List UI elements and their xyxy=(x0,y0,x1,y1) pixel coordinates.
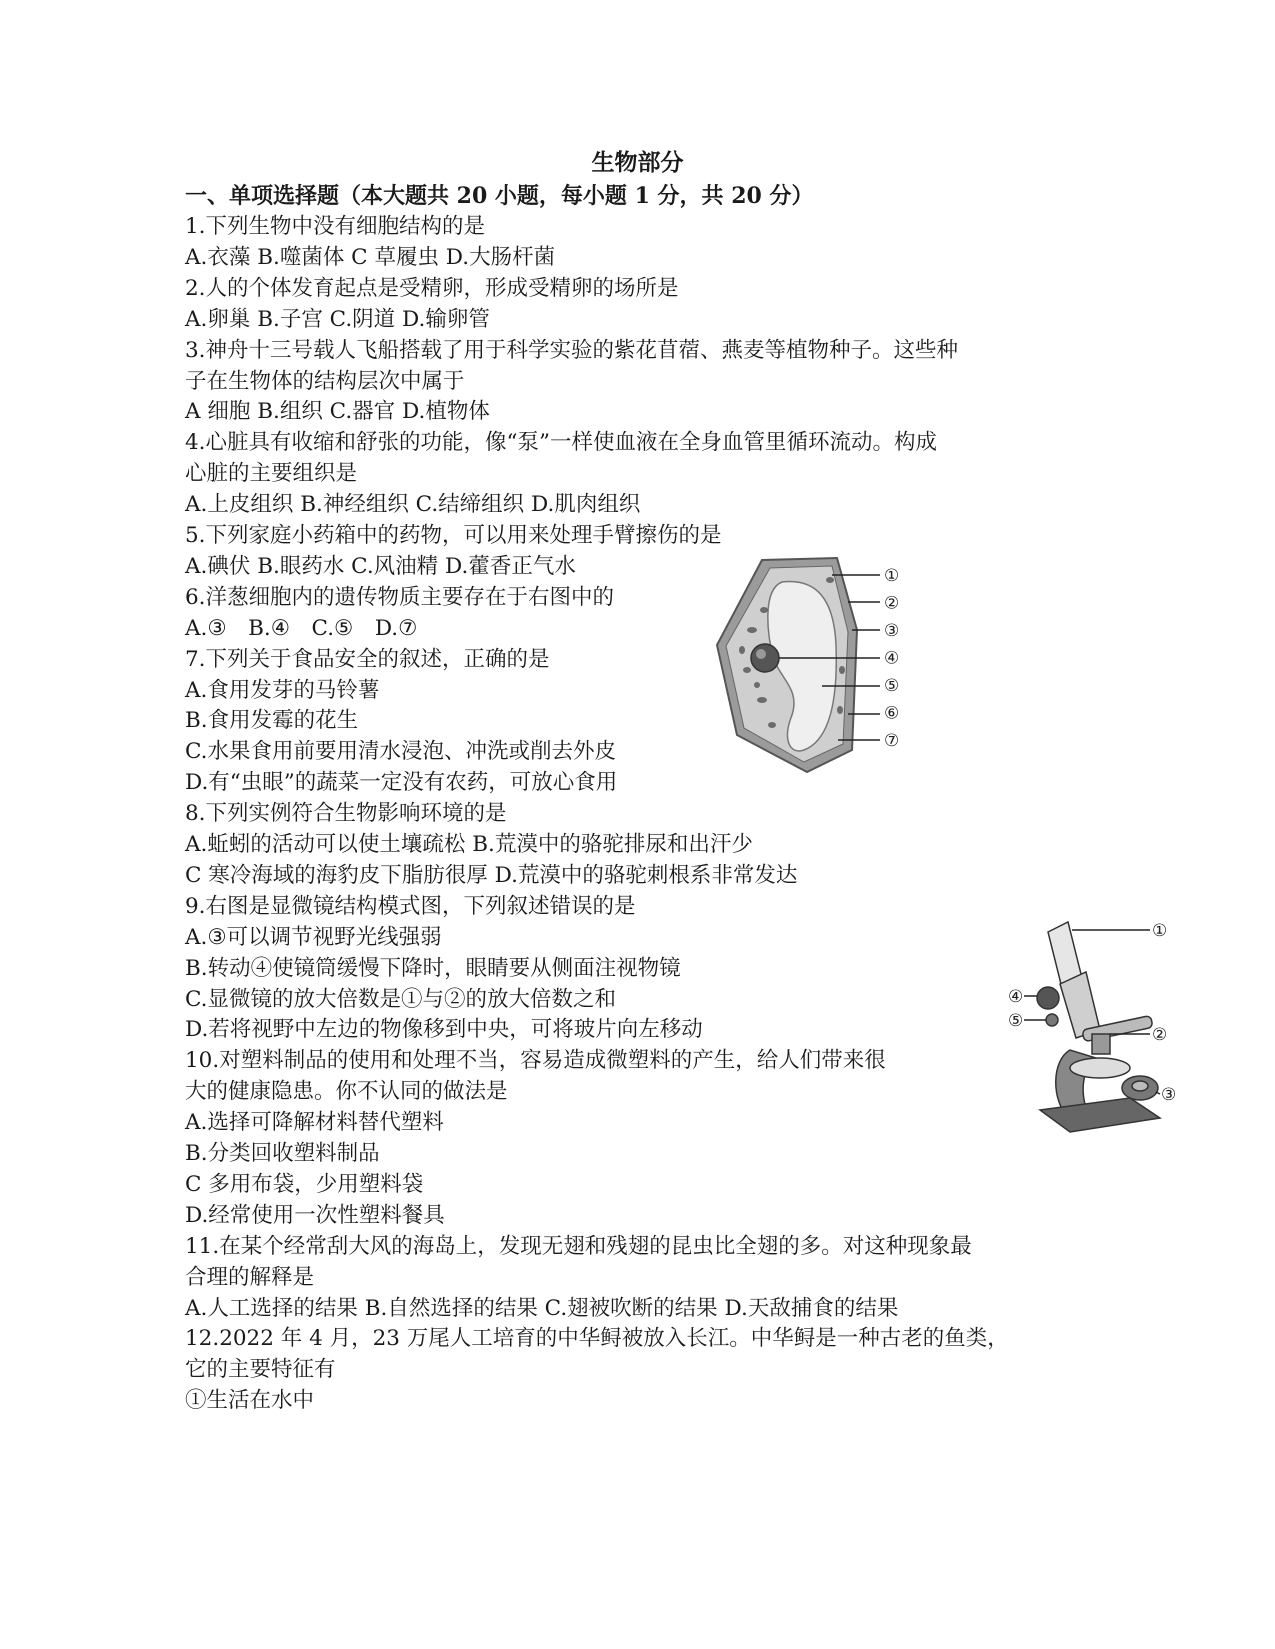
nucleus-shape xyxy=(751,644,779,672)
text-line: 9.右图是显微镜结构模式图，下列叙述错误的是 xyxy=(185,893,636,919)
cell-callout-label: ① xyxy=(884,566,900,586)
text-line: 大的健康隐患。你不认同的做法是 xyxy=(185,1079,508,1105)
text-line: 6.洋葱细胞内的遗传物质主要存在于右图中的 xyxy=(185,584,615,610)
onion-cell-diagram xyxy=(712,550,924,778)
microscope-callout-label: ① xyxy=(1152,921,1168,941)
text-line: C 寒冷海域的海豹皮下脂肪很厚 D.荒漠中的骆驼刺根系非常发达 xyxy=(185,862,798,888)
microscope-callout-label: ③ xyxy=(1161,1085,1177,1105)
cell-callout-label: ③ xyxy=(884,621,900,641)
cell-callout-label: ⑥ xyxy=(884,703,900,724)
cell-callout-label: ② xyxy=(884,593,900,614)
text-line: 1.下列生物中没有细胞结构的是 xyxy=(185,214,486,239)
text-line: C 多用布袋，少用塑料袋 xyxy=(185,1171,424,1197)
page-title: 生物部分 xyxy=(591,149,684,176)
text-line: D.经常使用一次性塑料餐具 xyxy=(185,1202,445,1228)
text-line: A 细胞 B.组织 C.器官 D.植物体 xyxy=(185,399,490,425)
microscope-diagram xyxy=(1010,910,1185,1150)
text-line: C.显微镜的放大倍数是①与②的放大倍数之和 xyxy=(185,986,617,1012)
text-line: A.选择可降解材料替代塑料 xyxy=(185,1110,444,1136)
text-line: A.衣藻 B.噬菌体 C 草履虫 D.大肠杆菌 xyxy=(185,244,556,270)
text-line: A.碘伏 B.眼药水 C.风油精 D.藿香正气水 xyxy=(185,553,576,579)
text-line: D.有“虫眼”的蔬菜一定没有农药，可放心食用 xyxy=(185,770,618,796)
text-line: 8.下列实例符合生物影响环境的是 xyxy=(185,801,507,827)
text-line: 4.心脏具有收缩和舒张的功能，像“泵”一样使血液在全身血管里循环流动。构成 xyxy=(185,430,937,456)
text-line: A.③ B.④ C.⑤ D.⑦ xyxy=(185,615,418,641)
cell-callout-label: ⑦ xyxy=(884,731,900,751)
microscope-callout-label: ④ xyxy=(1008,987,1024,1007)
text-line: 10.对塑料制品的使用和处理不当，容易造成微塑料的产生，给人们带来很 xyxy=(185,1048,886,1074)
text-line: ①生活在水中 xyxy=(185,1388,315,1414)
microscope-callout-label: ② xyxy=(1152,1025,1168,1045)
microscope-callout-label: ⑤ xyxy=(1008,1011,1024,1031)
text-line: A.卵巢 B.子宫 C.阴道 D.输卵管 xyxy=(185,306,490,332)
text-line: 心脏的主要组织是 xyxy=(185,461,358,487)
cell-callout-label: ④ xyxy=(884,648,900,669)
text-line: 子在生物体的结构层次中属于 xyxy=(185,368,465,394)
text-line: B.分类回收塑料制品 xyxy=(185,1141,380,1166)
text-line: B.转动④使镜筒缓慢下降时，眼睛要从侧面注视物镜 xyxy=(185,955,681,981)
text-line: A.上皮组织 B.神经组织 C.结缔组织 D.肌肉组织 xyxy=(185,492,641,518)
text-line: B.食用发霉的花生 xyxy=(185,708,359,734)
text-line: 7.下列关于食品安全的叙述，正确的是 xyxy=(185,646,550,672)
microscope-body xyxy=(1037,922,1160,1132)
text-line: 它的主要特征有 xyxy=(185,1357,336,1383)
text-line: 2.人的个体发育起点是受精卵，形成受精卵的场所是 xyxy=(185,275,679,301)
nucleus-highlight xyxy=(756,649,766,659)
text-line: 12.2022 年 4 月，23 万尾人工培育的中华鲟被放入长江。中华鲟是一种古老的鱼类， xyxy=(185,1326,1009,1352)
cell-label-group xyxy=(884,566,899,751)
text-line: A.蚯蚓的活动可以使土壤疏松 B.荒漠中的骆驼排尿和出汗少 xyxy=(185,832,753,857)
text-line: A.人工选择的结果 B.自然选择的结果 C.翅被吹断的结果 D.天敌捕食的结果 xyxy=(185,1295,899,1321)
section-title: 一、单项选择题（本大题共 20 小题，每小题 1 分，共 20 分） xyxy=(185,183,814,209)
text-line: 11.在某个经常刮大风的海岛上，发现无翅和残翅的昆虫比全翅的多。对这种现象最 xyxy=(185,1233,972,1259)
text-line: 合理的解释是 xyxy=(185,1264,315,1290)
cell-callout-label: ⑤ xyxy=(884,676,900,696)
text-line: A.食用发芽的马铃薯 xyxy=(185,677,380,703)
text-line: A.③可以调节视野光线强弱 xyxy=(185,924,442,950)
text-line: D.若将视野中左边的物像移到中央，可将玻片向左移动 xyxy=(185,1017,703,1043)
text-line: 5.下列家庭小药箱中的药物，可以用来处理手臂擦伤的是 xyxy=(185,523,722,548)
text-line: 3.神舟十三号载人飞船搭载了用于科学实验的紫花苜蓿、燕麦等植物种子。这些种 xyxy=(185,337,959,363)
text-line: C.水果食用前要用清水浸泡、冲洗或削去外皮 xyxy=(185,739,617,765)
